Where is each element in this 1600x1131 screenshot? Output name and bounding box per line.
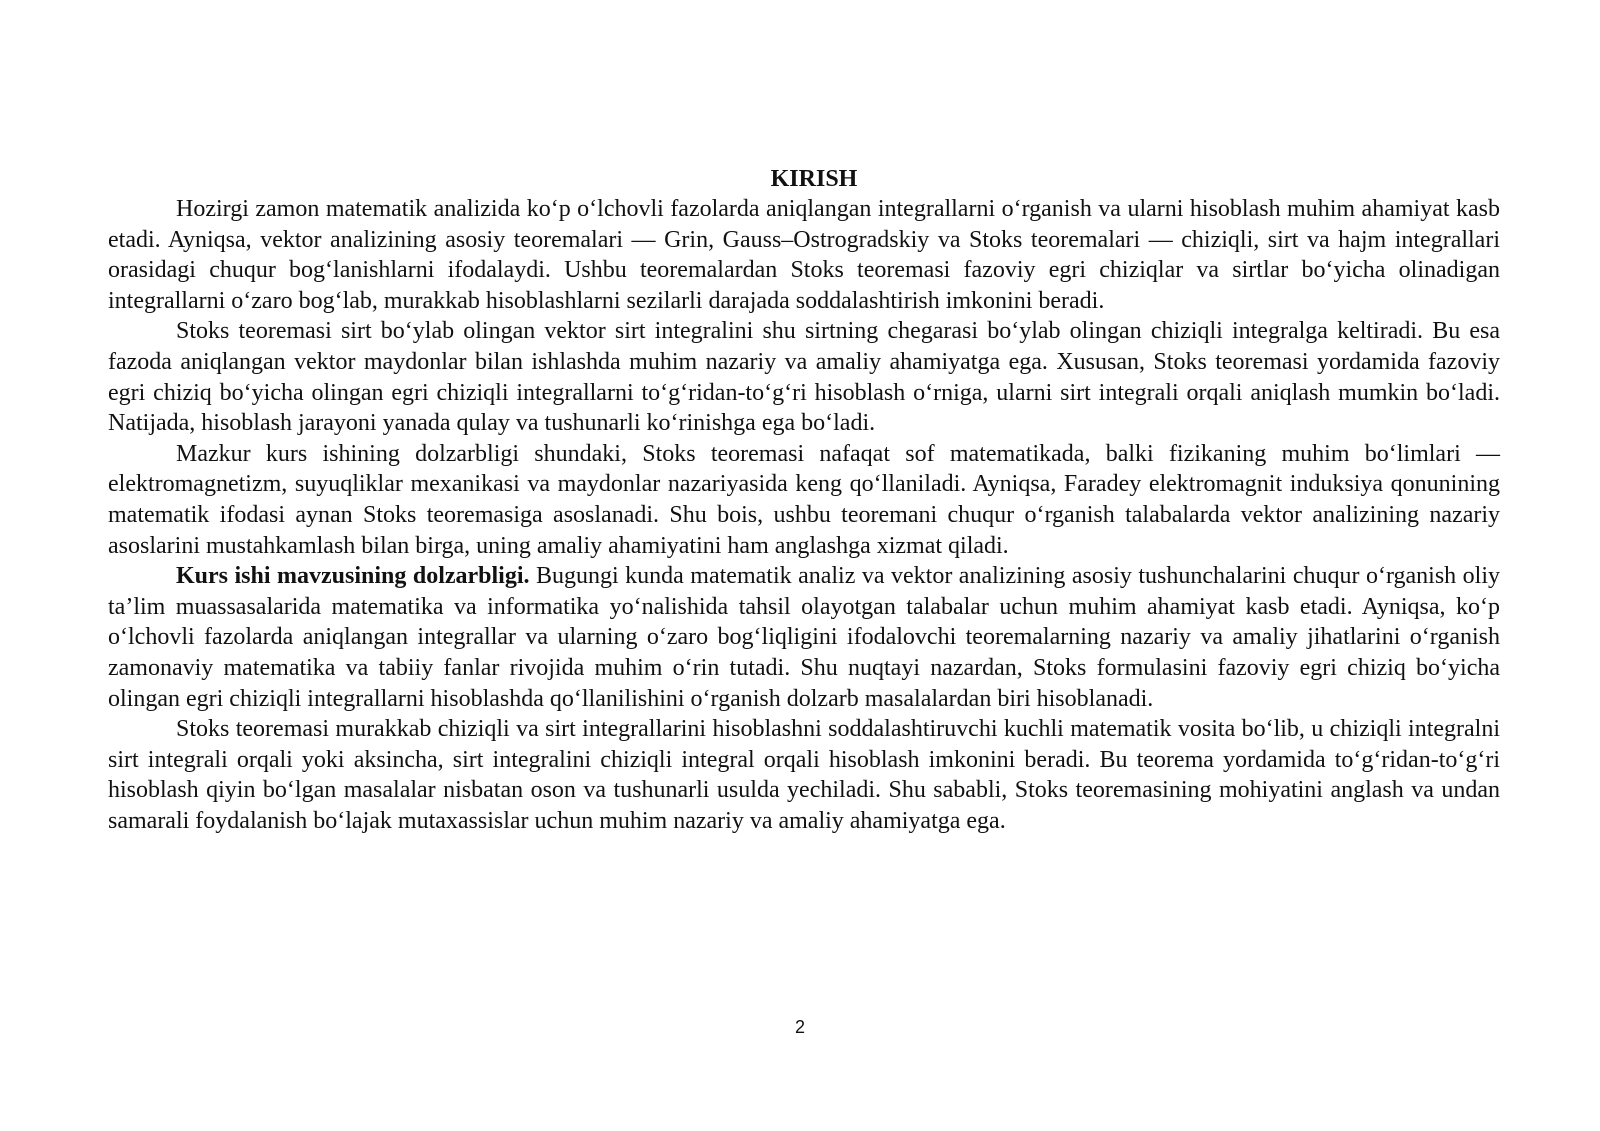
paragraph-3 — [108, 439, 1500, 561]
section-title: KIRISH — [770, 166, 858, 192]
paragraph-4 — [108, 561, 1500, 714]
paragraph-3-text: Mazkur kurs ishining dolzarbligi shundaki, Stoks teoremasi nafaqat sof matematikada, balki fizikaning muhim bo‘limlari — elektromagnetizm, suyuqliklar mexanikasi va maydonlar nazariyasida keng qo‘llaniladi. Ayniqsa, Faradey elektromagnit induksiya qonunining matematik ifodasi aynan Stoks teoremasiga asoslanadi. Shu bois, ushbu teoremani chuqur o‘rganish talabalarda vektor analizining nazariy asoslarini mustahkamlash bilan birga, uning amaliy ahamiyatini ham anglashga xizmat qiladi. — [108, 440, 1500, 559]
paragraph-4-lead: Kurs ishi mavzusining dolzarbligi. — [176, 563, 530, 590]
page-content — [108, 164, 1500, 836]
paragraph-2 — [108, 316, 1500, 438]
paragraph-1-text: Hozirgi zamon matematik analizida ko‘p o‘lchovli fazolarda aniqlangan integrallarni o‘rganish va ularni hisoblash muhim ahamiyat kasb etadi. Ayniqsa, vektor analizining asosiy teoremalari — Grin, Gauss–Ostrogradskiy va Stoks teoremalari — chiziqli, sirt va hajm integrallari orasidagi chuqur bog‘lanishlarni ifodalaydi. Ushbu teoremalardan Stoks teoremasi fazoviy egri chiziqlar va sirtlar bo‘yicha olinadigan integrallarni o‘zaro bog‘lab, murakkab hisoblashlarni sezilarli darajada soddalashtirish imkonini beradi. — [108, 196, 1500, 314]
paragraph-4-text: Bugungi kunda matematik analiz va vektor analizining asosiy tushunchalarini chuqur o‘rganish oliy ta’lim muassasalarida matematika va informatika yo‘nalishida tahsil olayotgan talabalar uchun muhim ahamiyat kasb etadi. Ayniqsa, ko‘p o‘lchovli fazolarda aniqlangan integrallar va ularning o‘zaro bog‘liqligini ifodalovchi teoremalarning nazariy va amaliy jihatlarini o‘rganish zamonaviy matematika va tabiiy fanlar rivojida muhim o‘rin tutadi. Shu nuqtayi nazardan, Stoks formulasini fazoviy egri chiziq bo‘yicha olingan egri chiziqli integrallarni hisoblashda qo‘llanilishini o‘rganish dolzarb masalalardan biri hisoblanadi. — [108, 563, 1500, 712]
page-number: 2 — [794, 1017, 805, 1037]
paragraph-5 — [108, 714, 1500, 836]
paragraph-2-text: Stoks teoremasi sirt bo‘ylab olingan vektor sirt integralini shu sirtning chegarasi bo‘ylab olingan chiziqli integralga keltiradi. Bu esa fazoda aniqlangan vektor maydonlar bilan ishlashda muhim nazariy va amaliy ahamiyatga ega. Xususan, Stoks teoremasi yordamida fazoviy egri chiziq bo‘yicha olingan egri chiziqli integrallarni to‘g‘ridan-to‘g‘ri hisoblash o‘rniga, ularni sirt integrali orqali aniqlash mumkin bo‘ladi. Natijada, hisoblash jarayoni yanada qulay va tushunarli ko‘rinishga ega bo‘ladi. — [108, 318, 1500, 437]
paragraph-1 — [108, 194, 1500, 316]
paragraph-5-text: Stoks teoremasi murakkab chiziqli va sirt integrallarini hisoblashni soddalashtiruvchi kuchli matematik vosita bo‘lib, u chiziqli integralni sirt integrali orqali yoki aksincha, sirt integralini chiziqli integral orqali hisoblash imkonini beradi. Bu teorema yordamida to‘g‘ridan-to‘g‘ri hisoblash qiyin bo‘lgan masalalar nisbatan oson va tushunarli usulda yechiladi. Shu sababli, Stoks teoremasining mohiyatini anglash va undan samarali foydalanish bo‘lajak mutaxassislar uchun muhim nazariy va amaliy ahamiyatga ega. — [108, 716, 1500, 834]
